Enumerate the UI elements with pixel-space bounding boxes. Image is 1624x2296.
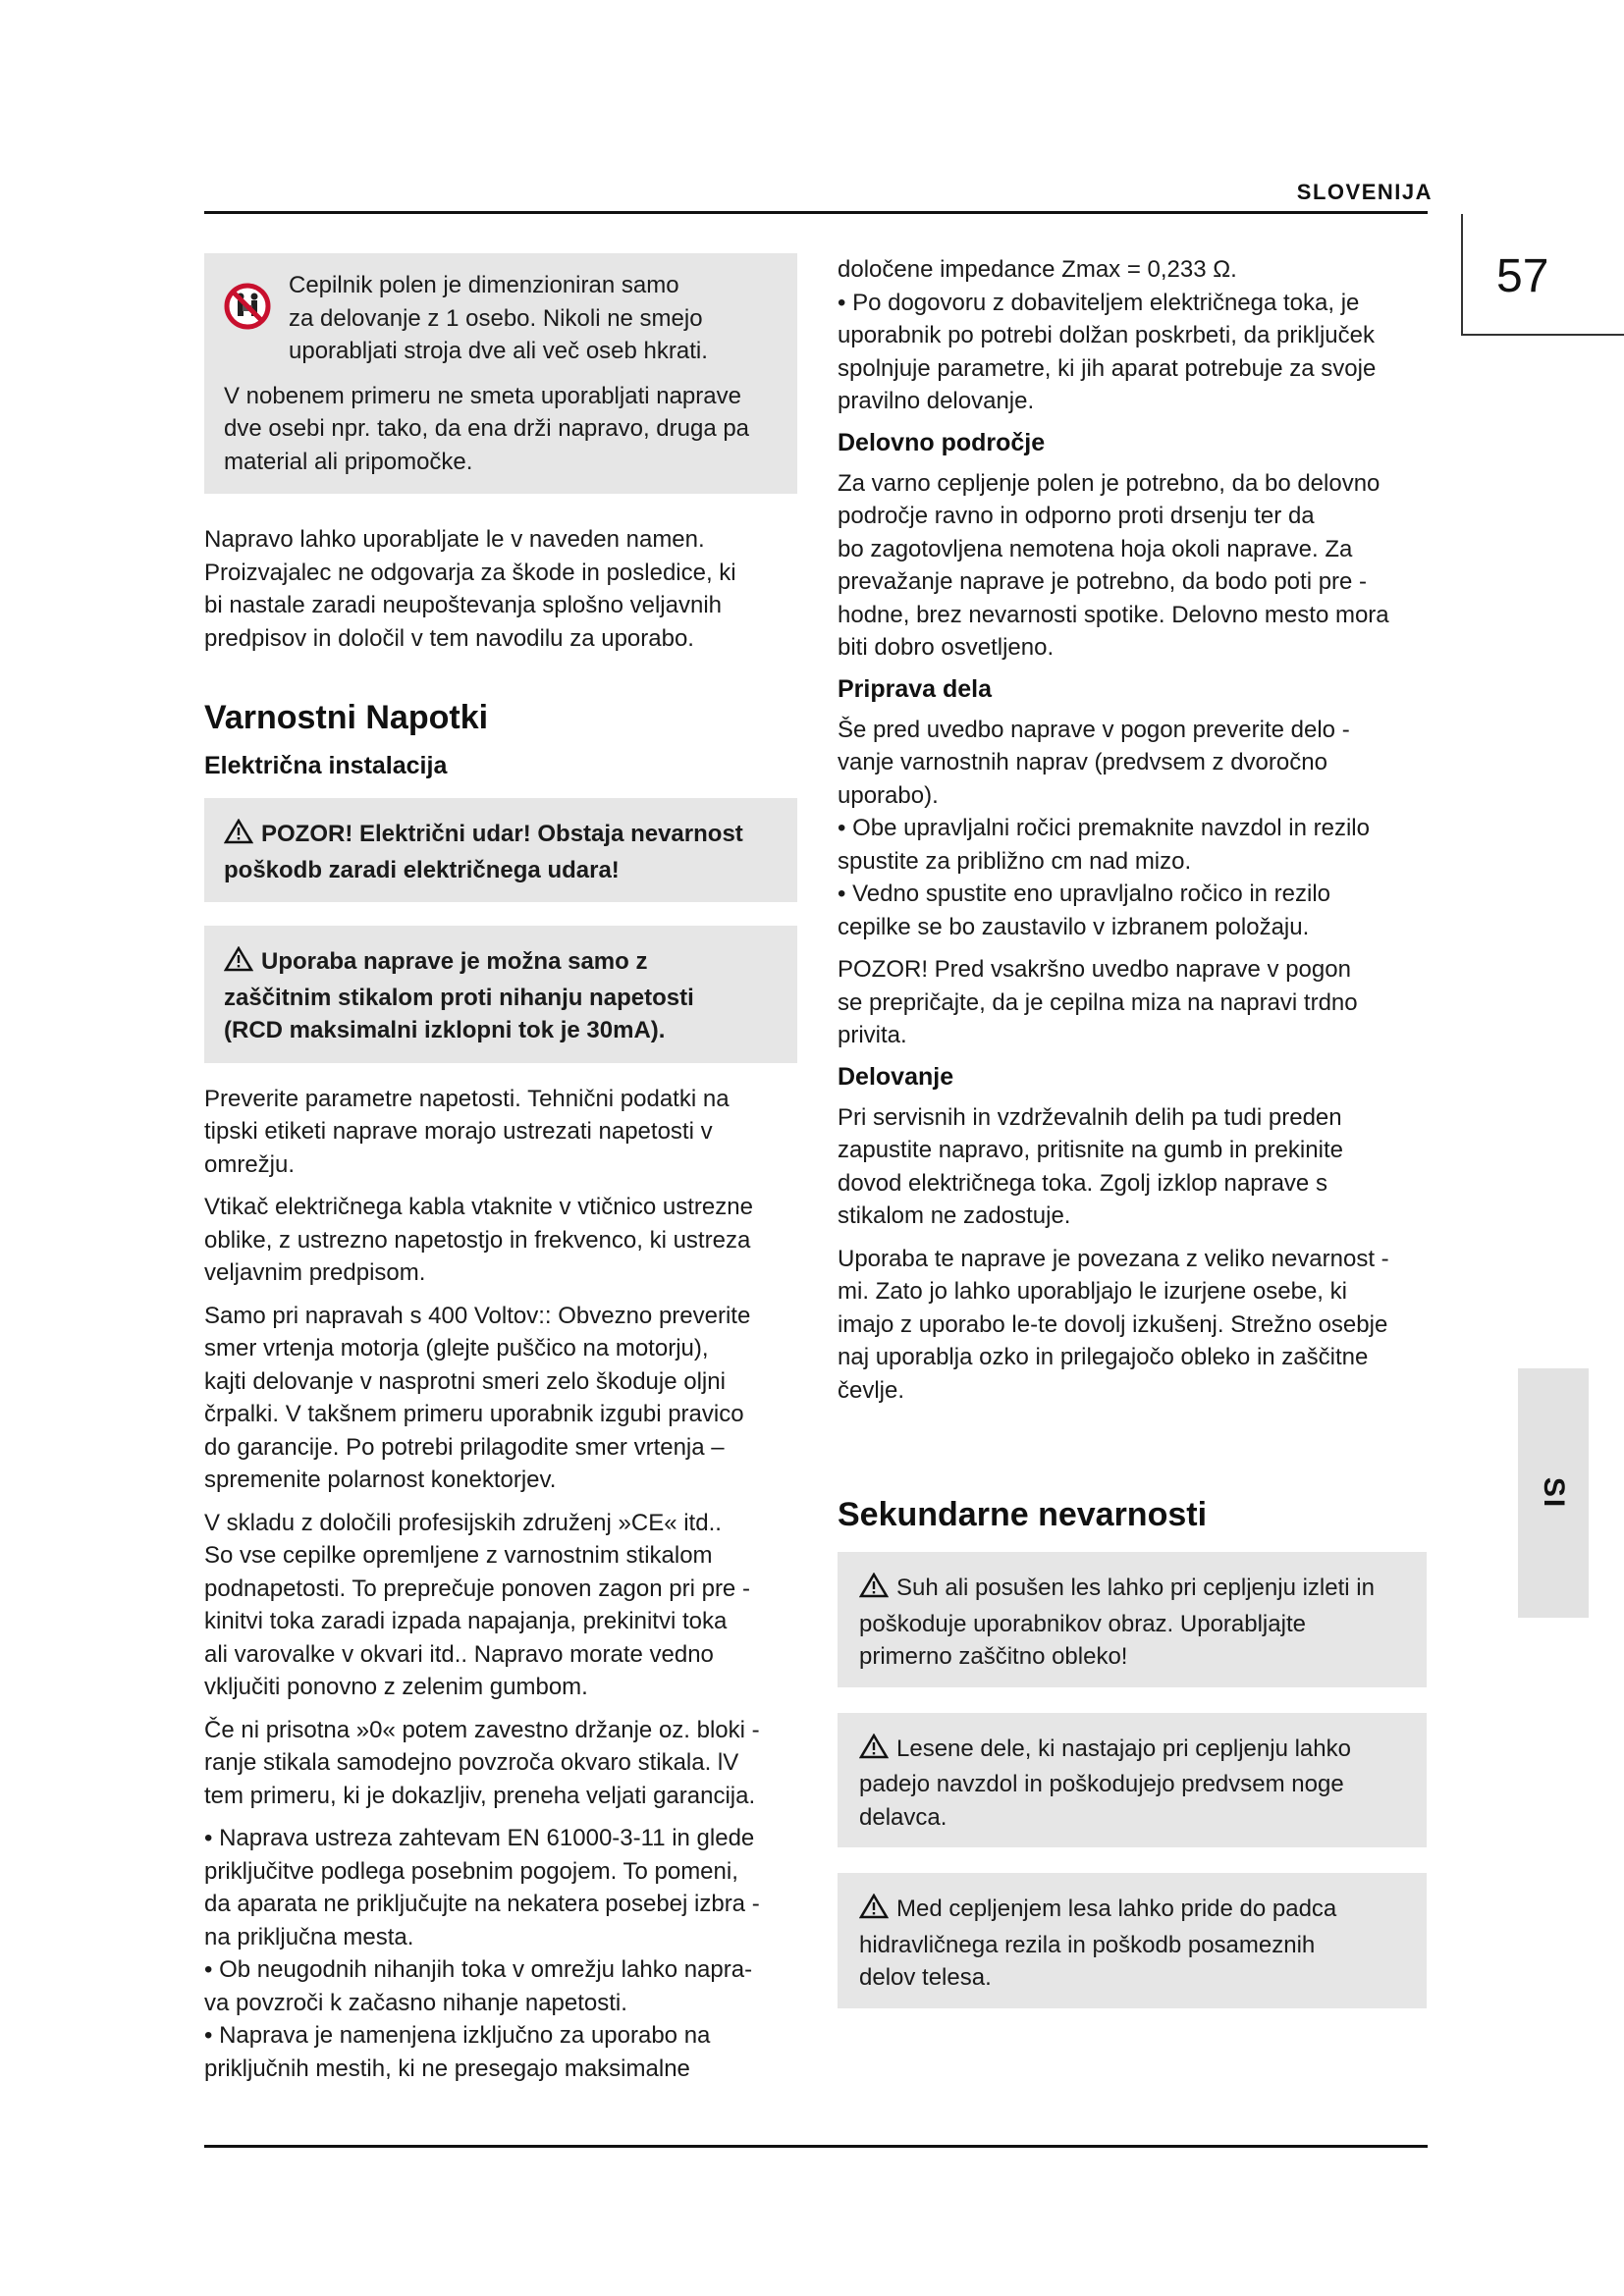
- text-line: Še pred uvedbo naprave v pogon preverite delo -: [838, 716, 1350, 743]
- rw2-line-2: padejo navzdol in poškodujejo predvsem noge: [859, 1771, 1344, 1797]
- rw1-line-3: primerno zaščitno obleko!: [859, 1643, 1128, 1670]
- notice-paragraph: [224, 380, 778, 479]
- en-standard-paragraph: [204, 1822, 797, 2085]
- text-line: V skladu z določili profesijskih združenj »CE« itd..: [204, 1509, 722, 1536]
- text-line: čevlje.: [838, 1376, 905, 1404]
- warn1-line-1: POZOR! Električni udar! Obstaja nevarnost: [261, 821, 743, 847]
- voltage-paragraph: [204, 1083, 797, 1182]
- work-area-paragraph: [838, 467, 1427, 665]
- blade-drop-warning-box: [838, 1873, 1427, 2008]
- text-line: cepilke se bo zaustavilo v izbranem položaju.: [838, 913, 1310, 940]
- electric-shock-warning-box: [204, 798, 797, 902]
- text-line: • Obe upravljalni ročici premaknite navzdol in rezilo: [838, 815, 1370, 841]
- text-line: tipski etiketi naprave morajo ustrezati napetosti v: [204, 1118, 713, 1145]
- text-line: Uporaba te naprave je povezana z veliko nevarnost -: [838, 1245, 1389, 1272]
- warning-icon: [224, 946, 253, 982]
- language-tab-label: SI: [1537, 1476, 1570, 1510]
- text-line: naj uporablja ozko in prilegajočo obleko in zaščitne: [838, 1344, 1369, 1370]
- rw3-line-3: delov telesa.: [859, 1964, 992, 1991]
- text-line: Samo pri napravah s 400 Voltov:: Obvezno preverite: [204, 1302, 751, 1329]
- switch-paragraph: [204, 1714, 797, 1813]
- text-line: Za varno cepljenje polen je potrebno, da bo delovno: [838, 469, 1380, 497]
- rw1-line-2: poškoduje uporabnikov obraz. Uporabljajte: [859, 1610, 1306, 1637]
- text-line: ali varovalke v okvari itd.. Napravo morate vedno: [204, 1640, 714, 1668]
- text-line: • Ob neugodnih nihanjih toka v omrežju lahko napra-: [204, 1956, 753, 1983]
- text-line: vključiti ponovno z zelenim gumbom.: [204, 1674, 588, 1700]
- text-line: hodne, brez nevarnosti spotike. Delovno mesto mora: [838, 601, 1389, 628]
- page-number: 57: [1496, 250, 1549, 302]
- text-line: • Naprava ustreza zahtevam EN 61000-3-11 in glede: [204, 1825, 755, 1851]
- text-line: da aparata ne priključujte na nekatera posebej izbra -: [204, 1891, 760, 1917]
- text-line: spremenite polarnost konektorjev.: [204, 1467, 557, 1493]
- text-line: kinitvi toka zaradi izpada napajanja, prekinitvi toka: [204, 1608, 728, 1634]
- text-line: podnapetosti. To preprečuje ponoven zagon pri pre -: [204, 1575, 750, 1602]
- plug-paragraph: [204, 1191, 797, 1290]
- text-line: določene impedance Zmax = 0,233 Ω.: [838, 256, 1237, 283]
- warning-icon: [224, 819, 253, 854]
- text-line: Vtikač električnega kabla vtaknite v vtičnico ustrezne: [204, 1194, 753, 1220]
- text-line: se prepričajte, da je cepilna miza na napravi trdno: [838, 988, 1358, 1016]
- text-line: Preverite parametre napetosti. Tehnični podatki na: [204, 1085, 730, 1112]
- warning-icon: [859, 1894, 889, 1929]
- header-country: SLOVENIJA: [1296, 180, 1433, 204]
- rw2-line-1: Lesene dele, ki nastajajo pri cepljenju lahko: [896, 1735, 1351, 1762]
- text-line: črpalki. V takšnem primeru uporabnik izgubi pravico: [204, 1401, 744, 1427]
- text-line: vanje varnostnih naprav (predvsem z dvoročno: [838, 749, 1327, 775]
- text-line: spolnjuje parametre, ki jih aparat potrebuje za svoje: [838, 354, 1377, 382]
- text-line: dovod električnega toka. Zgolj izklop naprave s: [838, 1169, 1327, 1197]
- notice-line-2: za delovanje z 1 osebo. Nikoli ne smejo: [289, 304, 703, 332]
- text-line: tem primeru, ki je dokazljiv, preneha veljati garancija.: [204, 1782, 756, 1809]
- text-line: priključnih mestih, ki ne presegajo maksimalne: [204, 2055, 690, 2082]
- text-line: POZOR! Pred vsakršno uvedbo naprave v pogon: [838, 956, 1351, 983]
- safety-heading: Varnostni Napotki: [204, 699, 489, 736]
- operators-paragraph: [838, 1243, 1427, 1408]
- text-line: priključitve podlega posebnim pogojem. To pomeni,: [204, 1857, 738, 1885]
- warn2-line-2: zaščitnim stikalom proti nihanju napetosti: [224, 984, 694, 1011]
- prep-heading: Priprava dela: [838, 674, 993, 703]
- text-line: prevažanje naprave je potrebno, da bodo poti pre -: [838, 568, 1368, 595]
- text-line: področje ravno in odporno proti drsenju ter da: [838, 503, 1315, 529]
- purpose-paragraph: [204, 523, 797, 655]
- text-line: Če ni prisotna »0« potem zavestno držanje oz. bloki -: [204, 1716, 760, 1743]
- warn1-line-2: poškodb zaradi električnega udara!: [224, 856, 620, 883]
- page-number-box: [1461, 214, 1624, 336]
- text-line: oblike, z ustrezno napetostjo in frekvenco, ki ustreza: [204, 1226, 751, 1254]
- text-line: biti dobro osvetljeno.: [838, 634, 1055, 661]
- text-line: spustite za približno cm nad mizo.: [838, 847, 1192, 875]
- warn2-line-3: (RCD maksimalni izklopni tok je 30mA).: [224, 1017, 666, 1043]
- two-persons-prohibited-icon: [224, 279, 271, 339]
- text-line: va povzroči k začasno nihanje napetosti.: [204, 1989, 627, 2016]
- text-line: smer vrtenja motorja (glejte puščico na motorju),: [204, 1335, 709, 1362]
- footer-rule: [204, 2145, 1428, 2148]
- warn2-line-1: Uporaba naprave je možna samo z: [261, 948, 648, 975]
- text-line: na priključna mesta.: [204, 1923, 414, 1950]
- falling-wood-warning-box: [838, 1713, 1427, 1848]
- text-line: kajti delovanje v nasprotni smeri zelo škoduje oljni: [204, 1367, 726, 1395]
- prep-paragraph: [838, 714, 1427, 944]
- electrical-heading: Električna instalacija: [204, 752, 448, 779]
- text-line: Pri servisnih in vzdrževalnih delih pa tudi preden: [838, 1103, 1342, 1131]
- text-line: material ali pripomočke.: [224, 448, 473, 475]
- rw2-line-3: delavca.: [859, 1803, 947, 1831]
- text-line: • Vedno spustite eno upravljalno ročico in rezilo: [838, 881, 1331, 907]
- text-line: So vse cepilke opremljene z varnostnim stikalom: [204, 1542, 713, 1569]
- text-line: omrežju.: [204, 1150, 296, 1178]
- right-column: [838, 253, 1427, 2008]
- warning-icon: [859, 1573, 889, 1608]
- text-line: uporabnik po potrebi dolžan poskrbeti, da priključek: [838, 322, 1375, 348]
- flying-wood-warning-box: [838, 1552, 1427, 1687]
- one-person-notice-box: [204, 253, 797, 494]
- text-line: do garancije. Po potrebi prilagodite smer vrtenja –: [204, 1433, 725, 1461]
- operation-heading: Delovanje: [838, 1062, 954, 1091]
- rotation-paragraph: [204, 1300, 797, 1497]
- work-area-heading: Delovno področje: [838, 428, 1046, 456]
- notice-line-1: Cepilnik polen je dimenzioniran samo: [289, 272, 679, 298]
- text-line: imajo z uporabo le-te dovolj izkušenj. Strežno osebje: [838, 1310, 1388, 1338]
- language-tab: [1518, 1368, 1589, 1618]
- text-line: pravilno delovanje.: [838, 388, 1035, 414]
- header-rule: [204, 211, 1428, 214]
- text-line: bo zagotovljena nemotena hoja okoli naprave. Za: [838, 535, 1353, 562]
- text-line: uporabo).: [838, 781, 939, 809]
- ce-paragraph: [204, 1507, 797, 1704]
- text-line: • Naprava je namenjena izključno za uporabo na: [204, 2022, 711, 2049]
- impedance-paragraph: [838, 253, 1427, 418]
- text-line: bi nastale zaradi neupoštevanja splošno veljavnih: [204, 592, 723, 618]
- rw3-line-2: hidravličnega rezila in poškodb posameznih: [859, 1931, 1316, 1958]
- text-line: predpisov in določil v tem navodilu za uporabo.: [204, 624, 694, 652]
- text-line: stikalom ne zadostuje.: [838, 1202, 1071, 1229]
- left-column: [204, 253, 797, 2085]
- notice-line-3: uporabljati stroja dve ali več oseb hkrati.: [289, 338, 708, 364]
- text-line: V nobenem primeru ne smeta uporabljati naprave: [224, 382, 741, 409]
- text-line: zapustite napravo, pritisnite na gumb in prekinite: [838, 1137, 1343, 1163]
- rcd-warning-box: [204, 926, 797, 1063]
- text-line: veljavnim predpisom.: [204, 1259, 426, 1286]
- text-line: dve osebi npr. tako, da ena drži napravo, druga pa: [224, 415, 750, 442]
- text-line: mi. Zato jo lahko uporabljajo le izurjene osebe, ki: [838, 1278, 1347, 1305]
- rw3-line-1: Med cepljenjem lesa lahko pride do padca: [896, 1896, 1337, 1922]
- prep-caution-paragraph: [838, 953, 1427, 1052]
- text-line: • Po dogovoru z dobaviteljem električnega toka, je: [838, 289, 1360, 316]
- residual-risks-heading: Sekundarne nevarnosti: [838, 1496, 1208, 1533]
- rw1-line-1: Suh ali posušen les lahko pri cepljenju izleti in: [896, 1575, 1375, 1601]
- warning-icon: [859, 1734, 889, 1769]
- text-line: Proizvajalec ne odgovarja za škode in posledice, ki: [204, 559, 736, 586]
- text-line: Napravo lahko uporabljate le v naveden namen.: [204, 526, 705, 553]
- operation-paragraph: [838, 1101, 1427, 1233]
- text-line: ranje stikala samodejno povzroča okvaro stikala. lV: [204, 1749, 739, 1776]
- text-line: privita.: [838, 1022, 907, 1048]
